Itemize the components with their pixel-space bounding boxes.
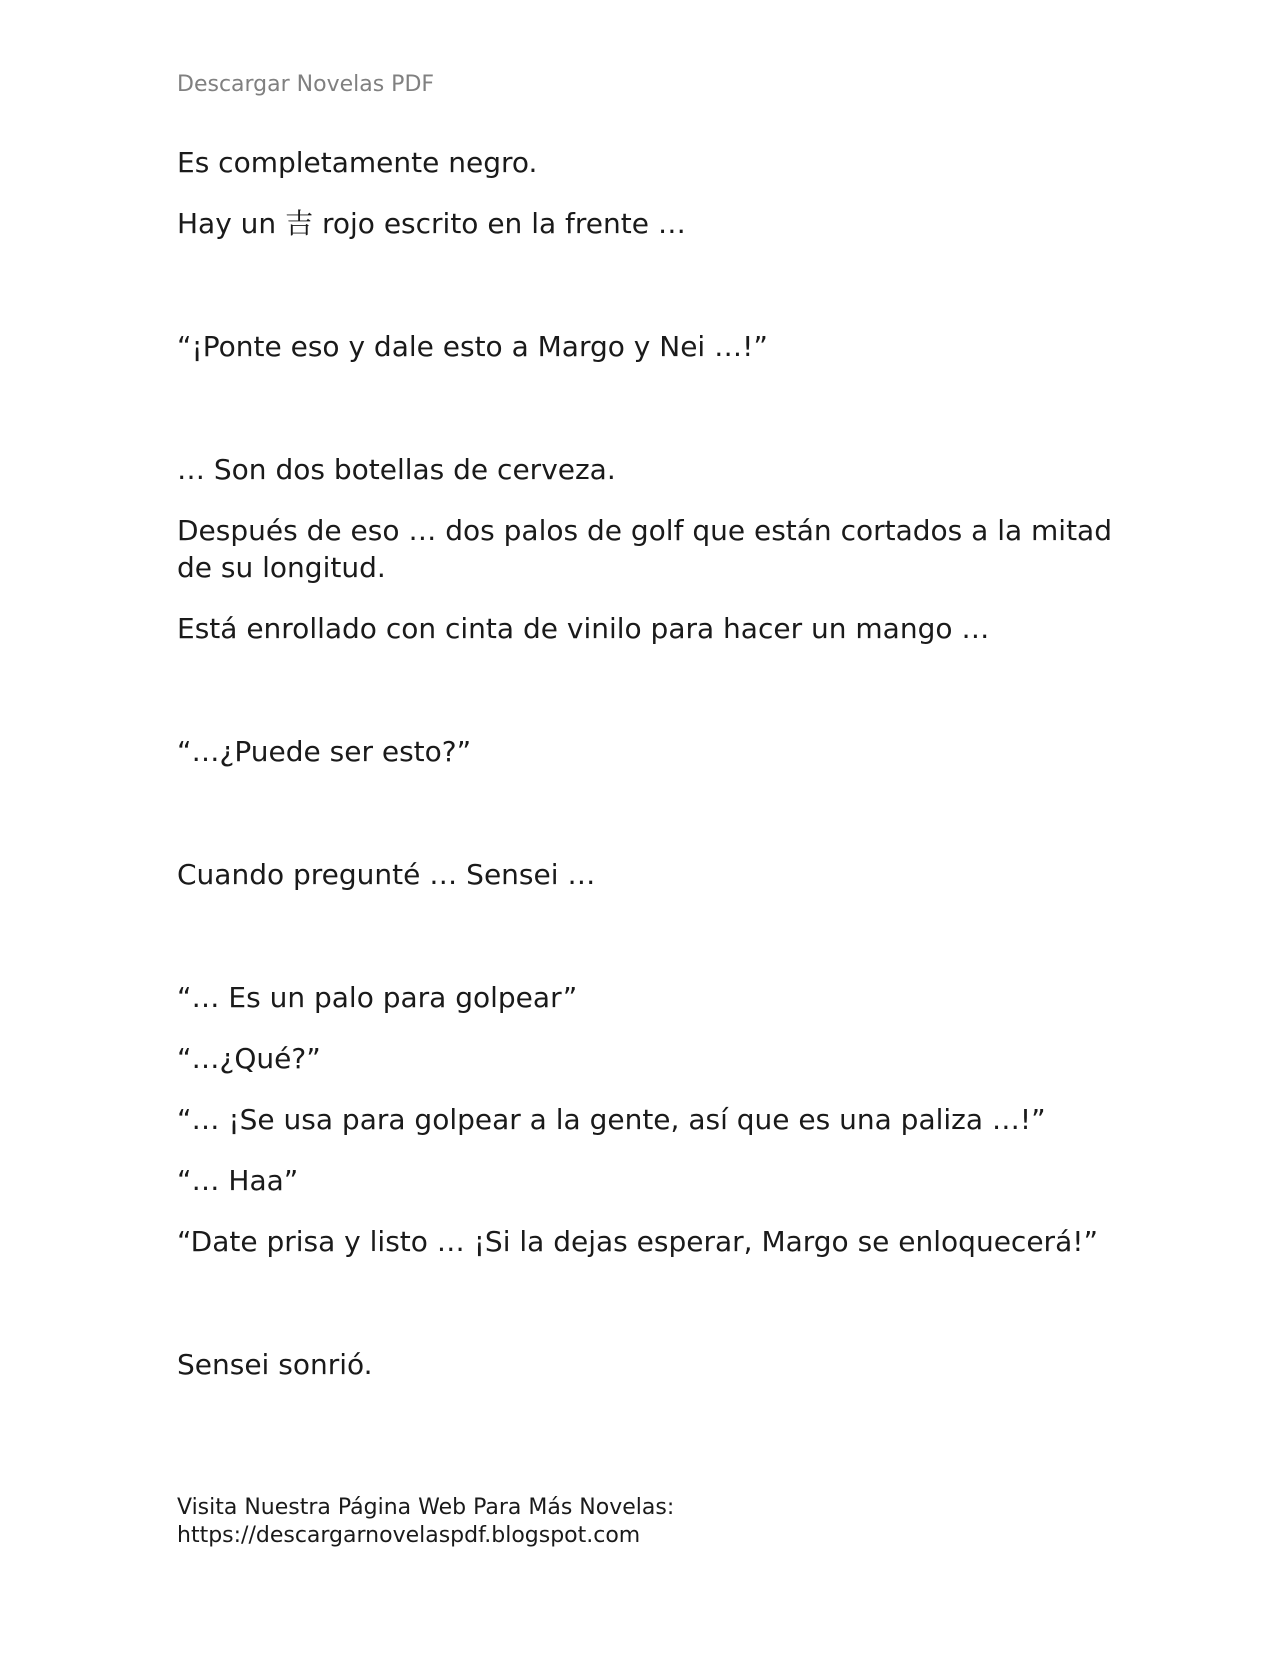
page-footer [177,1494,674,1550]
paragraph: Es completamente negro. [177,146,538,179]
paragraph: “¡Ponte eso y dale esto a Margo y Nei …!” [177,330,768,363]
paragraph: Después de eso … dos palos de golf que están cortados a la mitad de su longitud. [177,514,1112,584]
paragraph: “…¿Puede ser esto?” [177,735,472,768]
footer-link[interactable]: https://descargarnovelaspdf.blogspot.com [177,1523,641,1548]
paragraph: Está enrollado con cinta de vinilo para hacer un mango … [177,612,990,645]
paragraph: Hay un 吉 rojo escrito en la frente … [177,207,686,240]
paragraph: “… Es un palo para golpear” [177,981,578,1014]
paragraph: “… ¡Se usa para golpear a la gente, así que es una paliza …!” [177,1103,1046,1136]
paragraph: Sensei sonrió. [177,1348,373,1381]
document-body [177,144,1117,1407]
paragraph: … Son dos botellas de cerveza. [177,453,616,486]
paragraph: “… Haa” [177,1164,299,1197]
paragraph: “Date prisa y listo … ¡Si la dejas esperar, Margo se enloquecerá!” [177,1225,1098,1258]
page-header: Descargar Novelas PDF [177,72,435,97]
paragraph: “…¿Qué?” [177,1042,321,1075]
footer-promo-text: Visita Nuestra Página Web Para Más Novelas: [177,1495,675,1520]
paragraph: Cuando pregunté … Sensei … [177,858,596,891]
